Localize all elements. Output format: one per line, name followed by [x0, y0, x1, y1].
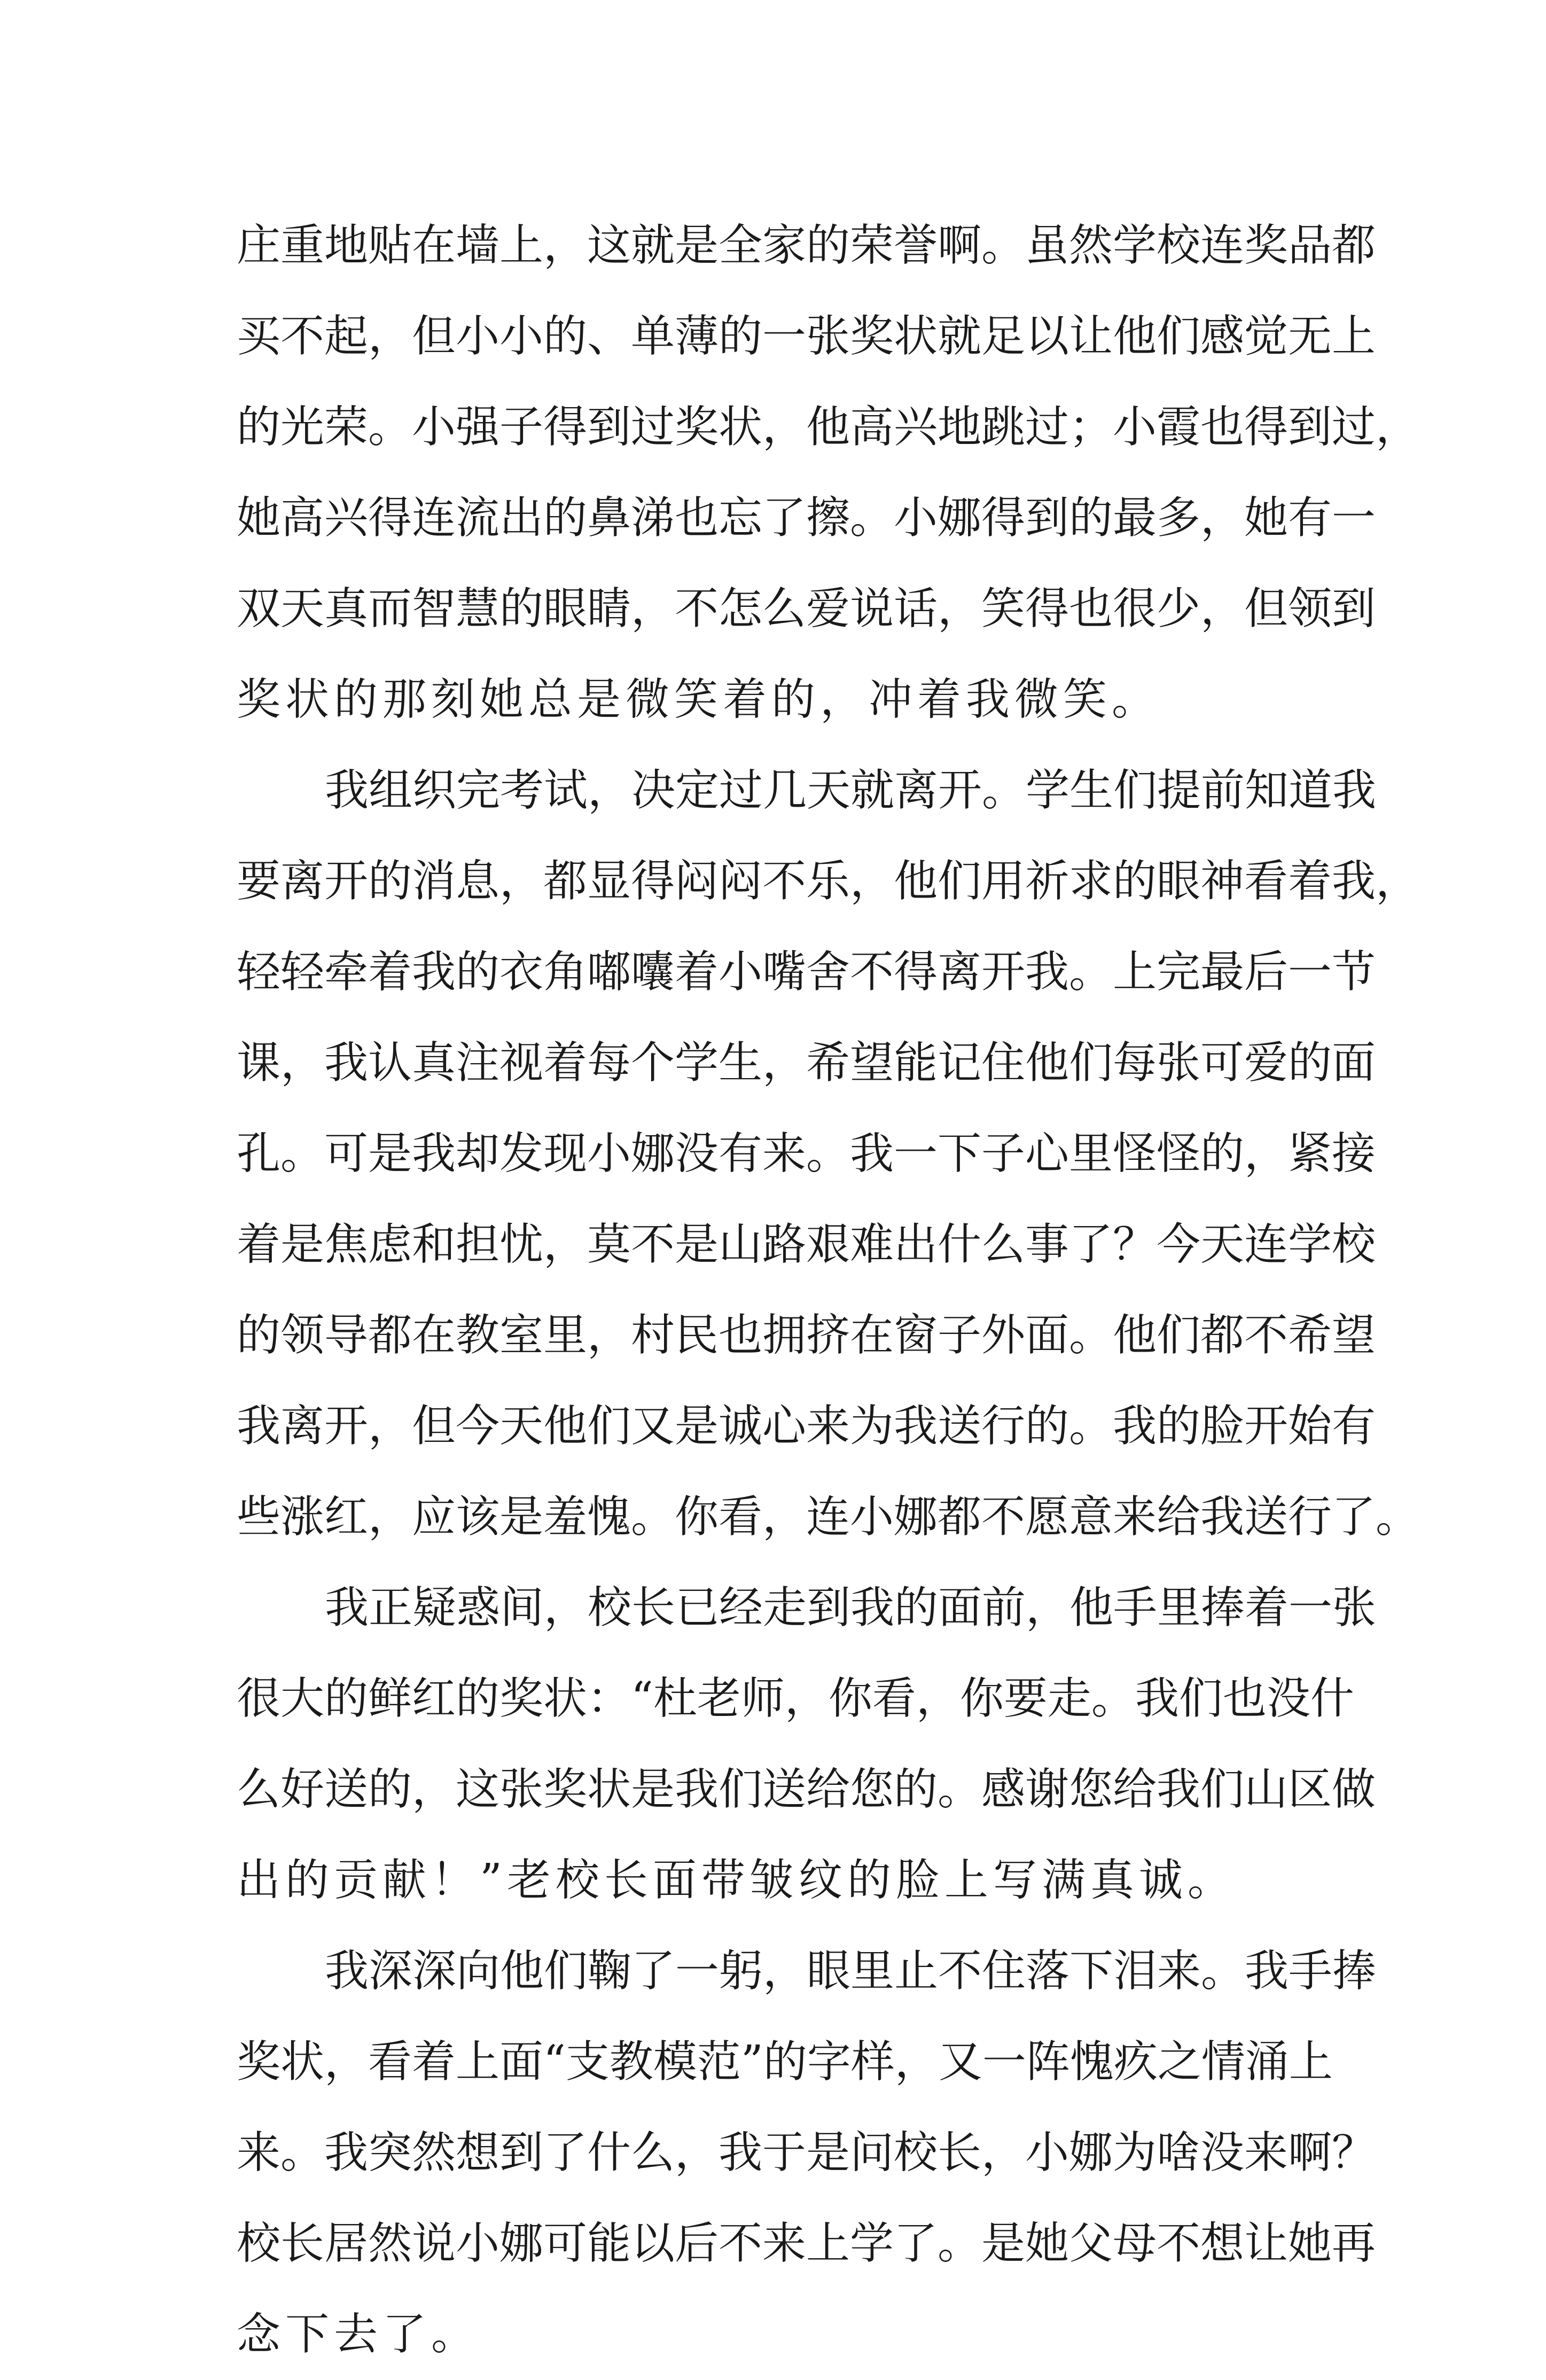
text-line: 的领导都在教室里，村民也拥挤在窗子外面。他们都不希望	[237, 1310, 1376, 1361]
text-line: 双天真而智慧的眼睛，不怎么爱说话，笑得也很少，但领到	[237, 583, 1376, 634]
paragraph	[237, 1926, 1377, 2380]
text-line: 课，我认真注视着每个学生，希望能记住他们每张可爱的面	[237, 1037, 1376, 1088]
text-line: 要离开的消息，都显得闷闷不乐，他们用祈求的眼神看着我，	[237, 856, 1420, 907]
paragraph	[237, 1563, 1377, 1926]
text-line: 孔。可是我却发现小娜没有来。我一下子心里怪怪的，紧接	[237, 1128, 1376, 1179]
text-line: 奖状的那刻她总是微笑着的，冲着我微笑。	[237, 674, 1161, 725]
text-line: 校长居然说小娜可能以后不来上学了。是她父母不想让她再	[237, 2218, 1376, 2269]
paragraph	[237, 200, 1420, 745]
text-line: 奖状，看着上面“支教模范”的字样，又一阵愧疚之情涌上	[237, 2036, 1333, 2087]
text-line: 着是焦虑和担忧，莫不是山路艰难出什么事了？今天连学校	[237, 1219, 1376, 1270]
text-line: 她高兴得连流出的鼻涕也忘了擦。小娜得到的最多，她有一	[237, 493, 1376, 543]
text-line: 我深深向他们鞠了一躬，眼里止不住落下泪来。我手捧	[325, 1946, 1377, 1996]
text-line: 我离开，但今天他们又是诚心来为我送行的。我的脸开始有	[237, 1401, 1376, 1452]
text-line: 轻轻牵着我的衣角嘟囔着小嘴舍不得离开我。上完最后一节	[237, 947, 1376, 997]
text-line: 念下去了。	[237, 2309, 480, 2360]
text-line: 庄重地贴在墙上，这就是全家的荣誉啊。虽然学校连奖品都	[237, 220, 1376, 271]
text-line: 我组织完考试，决定过几天就离开。学生们提前知道我	[325, 765, 1377, 816]
text-line: 些涨红，应该是羞愧。你看，连小娜都不愿意来给我送行了。	[237, 1492, 1420, 1542]
body-text	[237, 200, 1420, 2380]
text-line: 买不起，但小小的、单薄的一张奖状就足以让他们感觉无上	[237, 311, 1376, 362]
paragraph	[237, 745, 1420, 1563]
text-line: 很大的鲜红的奖状：“杜老师，你看，你要走。我们也没什	[237, 1673, 1354, 1724]
text-line: 么好送的，这张奖状是我们送给您的。感谢您给我们山区做	[237, 1764, 1376, 1815]
text-line: 来。我突然想到了什么，我于是问校长，小娜为啥没来啊？	[237, 2127, 1376, 2178]
text-line: 我正疑惑间，校长已经走到我的面前，他手里捧着一张	[325, 1582, 1377, 1633]
text-line: 的光荣。小强子得到过奖状，他高兴地跳过；小霞也得到过，	[237, 402, 1420, 452]
text-line: 出的贡献！”老校长面带皱纹的脸上写满真诚。	[237, 1855, 1236, 1906]
